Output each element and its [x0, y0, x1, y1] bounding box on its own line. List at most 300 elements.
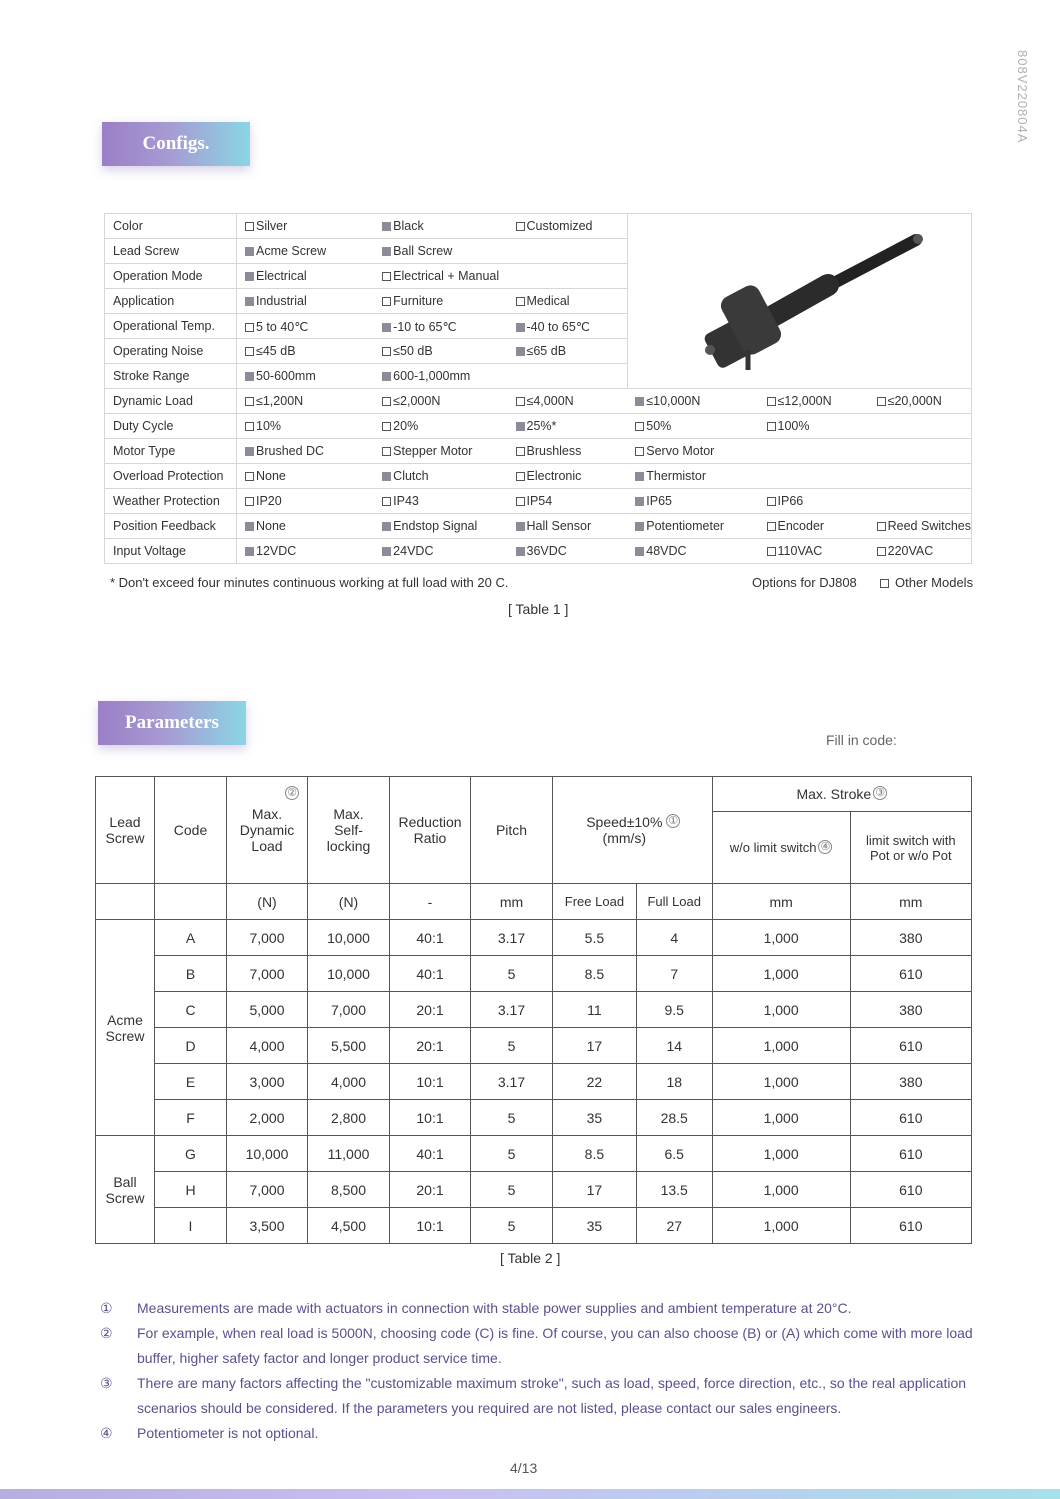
config-option — [759, 489, 869, 514]
config-label: Lead Screw — [105, 239, 237, 264]
option-empty-box — [382, 272, 391, 281]
table-row — [96, 1172, 972, 1208]
option-empty-box — [767, 547, 776, 556]
table-cell: 7,000 — [227, 956, 308, 992]
table-cell: 8,500 — [308, 1172, 390, 1208]
config-option — [237, 239, 375, 264]
option-checked-box — [245, 372, 254, 381]
unit-free-load: Free Load — [553, 884, 637, 920]
option-empty-box — [382, 397, 391, 406]
option-checked-box — [382, 472, 391, 481]
unit-full-load: Full Load — [636, 884, 712, 920]
config-row — [105, 389, 972, 414]
hdr-speed: Speed±10% (mm/s)① — [553, 777, 713, 884]
option-checked-box — [635, 497, 644, 506]
table-cell: 5 — [471, 1100, 553, 1136]
footnote-text: Potentiometer is not optional. — [137, 1425, 319, 1441]
config-option — [374, 414, 507, 439]
option-label: 12VDC — [256, 544, 297, 558]
option-label: Brushless — [526, 444, 582, 458]
option-empty-box — [245, 422, 254, 431]
unit-dynamic: (N) — [227, 884, 308, 920]
config-option — [627, 489, 758, 514]
table-cell: 10:1 — [390, 1208, 471, 1244]
footnote-text: For example, when real load is 5000N, choosing code (C) is fine. Of course, you can also choose (B) or (A) which come with more load buffer, higher safety factor and longer product service time. — [137, 1325, 973, 1366]
table-cell: 1,000 — [712, 1172, 850, 1208]
config-row — [105, 214, 972, 239]
option-label: Potentiometer — [646, 519, 725, 533]
table1-caption: [ Table 1 ] — [508, 601, 569, 617]
config-label: Operating Noise — [105, 339, 237, 364]
table-cell: 35 — [553, 1208, 637, 1244]
table-cell: 380 — [850, 992, 971, 1028]
config-label: Position Feedback — [105, 514, 237, 539]
option-label: ≤1,200N — [256, 394, 304, 408]
config-label: Weather Protection — [105, 489, 237, 514]
config-option — [374, 489, 507, 514]
option-label: IP54 — [526, 494, 553, 508]
footnotes — [100, 1296, 980, 1446]
footnote-text: There are many factors affecting the "customizable maximum stroke", such as load, speed, force direction, etc., so the real application scenarios should be considered. If the parameters you required are not listed, please contact our sales engineers. — [137, 1375, 967, 1416]
config-option — [759, 439, 869, 464]
table-cell: 5,500 — [308, 1028, 390, 1064]
config-option — [627, 539, 758, 564]
option-label: 600-1,000mm — [393, 369, 471, 383]
config-label: Operational Temp. — [105, 314, 237, 339]
hdr-max-self-locking: Max. Self-locking — [308, 777, 390, 884]
footnote — [100, 1296, 980, 1321]
table-cell: 1,000 — [712, 956, 850, 992]
table-cell: 5 — [471, 1172, 553, 1208]
config-label: Input Voltage — [105, 539, 237, 564]
table-cell: 28.5 — [636, 1100, 712, 1136]
option-label: Industrial — [256, 294, 307, 308]
config-label: Stroke Range — [105, 364, 237, 389]
table-cell: A — [155, 920, 227, 956]
other-models-label: Other Models — [895, 575, 974, 590]
config-option — [237, 389, 375, 414]
option-empty-box — [516, 447, 525, 456]
bottom-gradient-bar — [0, 1489, 1060, 1499]
table-cell: 610 — [850, 1208, 971, 1244]
config-label: Duty Cycle — [105, 414, 237, 439]
table-cell: 10:1 — [390, 1064, 471, 1100]
table-cell: 20:1 — [390, 992, 471, 1028]
unit-selflock: (N) — [308, 884, 390, 920]
table-cell: 610 — [850, 1136, 971, 1172]
config-row — [105, 489, 972, 514]
option-checked-box — [245, 297, 254, 306]
option-label: None — [256, 469, 286, 483]
config-option — [759, 514, 869, 539]
parameters-table — [95, 776, 972, 1244]
option-empty-box — [516, 397, 525, 406]
config-option — [627, 514, 758, 539]
option-empty-box — [767, 422, 776, 431]
options-label: Options for DJ808 — [752, 575, 857, 590]
option-checked-box — [382, 323, 391, 332]
table-row — [96, 1100, 972, 1136]
option-empty-box — [245, 472, 254, 481]
table-cell: 20:1 — [390, 1172, 471, 1208]
config-option — [508, 289, 628, 314]
configs-table — [104, 213, 972, 564]
config-option — [869, 439, 972, 464]
option-checked-box — [382, 547, 391, 556]
table-cell: 2,800 — [308, 1100, 390, 1136]
config-option — [237, 464, 375, 489]
table-cell: 610 — [850, 1100, 971, 1136]
option-checked-box — [245, 522, 254, 531]
config-label: Operation Mode — [105, 264, 237, 289]
table-cell: 4,000 — [308, 1064, 390, 1100]
option-label: ≤2,000N — [393, 394, 441, 408]
hdr-lead-screw: Lead Screw — [96, 777, 155, 884]
config-option — [374, 314, 507, 339]
config-option — [374, 389, 507, 414]
option-label: Encoder — [777, 519, 825, 533]
config-row — [105, 464, 972, 489]
config-option — [374, 364, 507, 389]
table-cell: 2,000 — [227, 1100, 308, 1136]
config-option — [508, 364, 628, 389]
table-cell: 17 — [553, 1172, 637, 1208]
unit-stroke-2: mm — [850, 884, 971, 920]
table-cell: 610 — [850, 956, 971, 992]
option-label: Thermistor — [646, 469, 706, 483]
option-label: Black — [393, 219, 424, 233]
config-option — [869, 514, 972, 539]
option-label: Reed Switches — [887, 519, 971, 533]
option-label: ≤50 dB — [393, 344, 433, 358]
config-option — [237, 264, 375, 289]
table-cell: 1,000 — [712, 1208, 850, 1244]
option-label: 100% — [777, 419, 810, 433]
config-option — [237, 514, 375, 539]
config-option — [237, 314, 375, 339]
option-empty-box — [516, 297, 525, 306]
option-checked-box — [516, 522, 525, 531]
table-row — [96, 1136, 972, 1172]
table-cell: 10:1 — [390, 1100, 471, 1136]
table-cell: E — [155, 1064, 227, 1100]
table-cell: 5.5 — [553, 920, 637, 956]
config-option — [374, 439, 507, 464]
option-checked-box — [382, 222, 391, 231]
option-label: None — [256, 519, 286, 533]
hdr-reduction-ratio: Reduction Ratio — [390, 777, 471, 884]
config-option — [869, 489, 972, 514]
table-cell: 4,000 — [227, 1028, 308, 1064]
config-label: Dynamic Load — [105, 389, 237, 414]
config-option — [374, 289, 507, 314]
footnote — [100, 1321, 980, 1371]
config-label: Application — [105, 289, 237, 314]
config-option — [869, 539, 972, 564]
options-legend — [752, 575, 973, 590]
footnote-marker: ② — [100, 1325, 113, 1341]
config-option — [759, 389, 869, 414]
option-label: ≤4,000N — [526, 394, 574, 408]
option-label: ≤45 dB — [256, 344, 296, 358]
option-label: Electrical — [256, 269, 307, 283]
config-option — [374, 514, 507, 539]
config-option — [374, 339, 507, 364]
option-label: Electronic — [526, 469, 582, 483]
option-empty-box — [245, 497, 254, 506]
option-empty-box — [516, 222, 525, 231]
option-empty-box — [245, 347, 254, 356]
footnote-marker: ① — [100, 1300, 113, 1316]
table-cell: 4,500 — [308, 1208, 390, 1244]
table-cell: 20:1 — [390, 1028, 471, 1064]
table-cell: F — [155, 1100, 227, 1136]
table-cell: 8.5 — [553, 1136, 637, 1172]
config-option — [869, 389, 972, 414]
option-label: Customized — [526, 219, 593, 233]
config-option — [869, 464, 972, 489]
config-option — [237, 439, 375, 464]
table-cell: 5 — [471, 1136, 553, 1172]
config-option — [508, 514, 628, 539]
option-label: ≤10,000N — [646, 394, 701, 408]
option-empty-box — [245, 222, 254, 231]
table-cell: 18 — [636, 1064, 712, 1100]
option-checked-box — [635, 547, 644, 556]
table-cell: 610 — [850, 1172, 971, 1208]
hdr-limit-switch: limit switch with Pot or w/o Pot — [850, 812, 971, 884]
table-cell: 3.17 — [471, 992, 553, 1028]
linear-actuator-illustration — [678, 220, 938, 388]
option-empty-box — [877, 522, 886, 531]
config-option — [508, 539, 628, 564]
table-cell: 6.5 — [636, 1136, 712, 1172]
config-label: Motor Type — [105, 439, 237, 464]
option-label: Stepper Motor — [393, 444, 473, 458]
page-number: 4/13 — [510, 1460, 538, 1476]
config-label: Overload Protection — [105, 464, 237, 489]
option-checked-box — [245, 247, 254, 256]
option-label: IP43 — [393, 494, 419, 508]
table-cell: 5 — [471, 956, 553, 992]
option-label: Furniture — [393, 294, 444, 308]
config-option — [237, 289, 375, 314]
table-cell: 10,000 — [227, 1136, 308, 1172]
table-cell: 14 — [636, 1028, 712, 1064]
option-label: Hall Sensor — [526, 519, 592, 533]
table-cell: 380 — [850, 1064, 971, 1100]
table-cell: 10,000 — [308, 920, 390, 956]
option-label: 5 to 40℃ — [256, 319, 309, 334]
option-empty-box — [516, 472, 525, 481]
config-option — [374, 264, 507, 289]
table-cell: 9.5 — [636, 992, 712, 1028]
table-cell: 22 — [553, 1064, 637, 1100]
option-empty-box — [635, 447, 644, 456]
config-row — [105, 514, 972, 539]
config-option — [508, 389, 628, 414]
option-label: Acme Screw — [256, 244, 327, 258]
table-cell: D — [155, 1028, 227, 1064]
config-option — [374, 539, 507, 564]
table-row — [96, 992, 972, 1028]
config-option — [627, 414, 758, 439]
config-label: Color — [105, 214, 237, 239]
table-cell: 1,000 — [712, 1028, 850, 1064]
hdr-max-stroke: Max. Stroke ③ — [712, 777, 971, 812]
config-option — [374, 464, 507, 489]
option-checked-box — [516, 347, 525, 356]
footnote-marker: ③ — [100, 1375, 113, 1391]
option-empty-box — [767, 497, 776, 506]
config-option — [374, 214, 507, 239]
option-label: Servo Motor — [646, 444, 715, 458]
option-label: 20% — [393, 419, 419, 433]
config-option — [627, 389, 758, 414]
config-option — [759, 464, 869, 489]
config-row — [105, 539, 972, 564]
option-empty-box — [382, 497, 391, 506]
config-option — [374, 239, 507, 264]
option-label: Electrical + Manual — [393, 269, 500, 283]
config-option — [237, 414, 375, 439]
table-cell: 3,000 — [227, 1064, 308, 1100]
option-empty-box — [635, 422, 644, 431]
table-cell: 7,000 — [227, 1172, 308, 1208]
config-option — [508, 264, 628, 289]
footnote — [100, 1371, 980, 1421]
option-empty-box — [382, 422, 391, 431]
config-option — [508, 464, 628, 489]
option-checked-box — [516, 547, 525, 556]
table-cell: 4 — [636, 920, 712, 956]
config-option — [237, 539, 375, 564]
unit-ratio: - — [390, 884, 471, 920]
footnote-text: Measurements are made with actuators in connection with stable power supplies and ambient temperature at 20°C. — [137, 1300, 852, 1316]
table-row — [96, 1208, 972, 1244]
table-cell: 380 — [850, 920, 971, 956]
lead-screw-group: Acme Screw — [96, 920, 155, 1136]
option-checked-box — [382, 372, 391, 381]
table-cell: 11,000 — [308, 1136, 390, 1172]
option-checked-box — [382, 522, 391, 531]
option-checked-box — [245, 272, 254, 281]
option-empty-box — [767, 397, 776, 406]
other-models-checkbox — [880, 579, 889, 588]
table2-caption: [ Table 2 ] — [500, 1250, 561, 1266]
option-label: 48VDC — [646, 544, 687, 558]
unit-stroke-1: mm — [712, 884, 850, 920]
footnote — [100, 1421, 980, 1446]
table-row — [96, 1064, 972, 1100]
table-cell: 8.5 — [553, 956, 637, 992]
option-empty-box — [516, 497, 525, 506]
unit-blank-1 — [96, 884, 155, 920]
option-label: ≤20,000N — [887, 394, 942, 408]
actuator-image — [627, 214, 971, 389]
table-row — [96, 1028, 972, 1064]
option-empty-box — [245, 397, 254, 406]
option-checked-box — [635, 522, 644, 531]
option-checked-box — [382, 247, 391, 256]
option-label: 220VAC — [887, 544, 934, 558]
config-row — [105, 414, 972, 439]
option-checked-box — [245, 447, 254, 456]
table-cell: 5 — [471, 1208, 553, 1244]
option-label: Clutch — [393, 469, 429, 483]
table-cell: 5,000 — [227, 992, 308, 1028]
option-label: 50% — [646, 419, 672, 433]
option-checked-box — [516, 323, 525, 332]
table-cell: 7 — [636, 956, 712, 992]
option-label: -40 to 65℃ — [526, 319, 590, 334]
option-checked-box — [516, 422, 525, 431]
table-cell: 3,500 — [227, 1208, 308, 1244]
parameters-title: Parameters — [98, 701, 246, 745]
option-label: Endstop Signal — [393, 519, 478, 533]
lead-screw-group: Ball Screw — [96, 1136, 155, 1244]
table-cell: B — [155, 956, 227, 992]
config-option — [237, 364, 375, 389]
config-row — [105, 439, 972, 464]
table-cell: 3.17 — [471, 1064, 553, 1100]
table-cell: 7,000 — [227, 920, 308, 956]
table-cell: 11 — [553, 992, 637, 1028]
configs-note: * Don't exceed four minutes continuous working at full load with 20 C. — [110, 575, 509, 590]
config-option — [508, 339, 628, 364]
option-label: Medical — [526, 294, 570, 308]
config-option — [508, 314, 628, 339]
table-cell: 1,000 — [712, 1100, 850, 1136]
config-option — [627, 439, 758, 464]
config-option — [869, 414, 972, 439]
hdr-wo-limit-switch: w/o limit switch ④ — [712, 812, 850, 884]
table-cell: 5 — [471, 1028, 553, 1064]
table-cell: H — [155, 1172, 227, 1208]
option-label: ≤12,000N — [777, 394, 832, 408]
hdr-pitch: Pitch — [471, 777, 553, 884]
hdr-max-dynamic-load: ② Max. Dynamic Load — [227, 777, 308, 884]
table-cell: 10,000 — [308, 956, 390, 992]
footnote-marker: ④ — [100, 1425, 113, 1441]
config-option — [508, 439, 628, 464]
option-empty-box — [382, 447, 391, 456]
config-option — [508, 214, 628, 239]
table-row — [96, 920, 972, 956]
option-label: ≤65 dB — [526, 344, 567, 358]
table-cell: 40:1 — [390, 1136, 471, 1172]
config-option — [508, 239, 628, 264]
config-option — [627, 464, 758, 489]
table-cell: 1,000 — [712, 1136, 850, 1172]
config-option — [237, 489, 375, 514]
option-checked-box — [635, 397, 644, 406]
table-cell: G — [155, 1136, 227, 1172]
option-label: 10% — [256, 419, 282, 433]
option-empty-box — [382, 297, 391, 306]
option-label: Ball Screw — [393, 244, 453, 258]
configs-title: Configs. — [102, 122, 250, 166]
hdr-code: Code — [155, 777, 227, 884]
table-cell: 35 — [553, 1100, 637, 1136]
table-cell: 7,000 — [308, 992, 390, 1028]
table-cell: 610 — [850, 1028, 971, 1064]
option-label: IP66 — [777, 494, 804, 508]
option-empty-box — [767, 522, 776, 531]
option-checked-box — [245, 547, 254, 556]
option-empty-box — [877, 547, 886, 556]
config-option — [237, 339, 375, 364]
